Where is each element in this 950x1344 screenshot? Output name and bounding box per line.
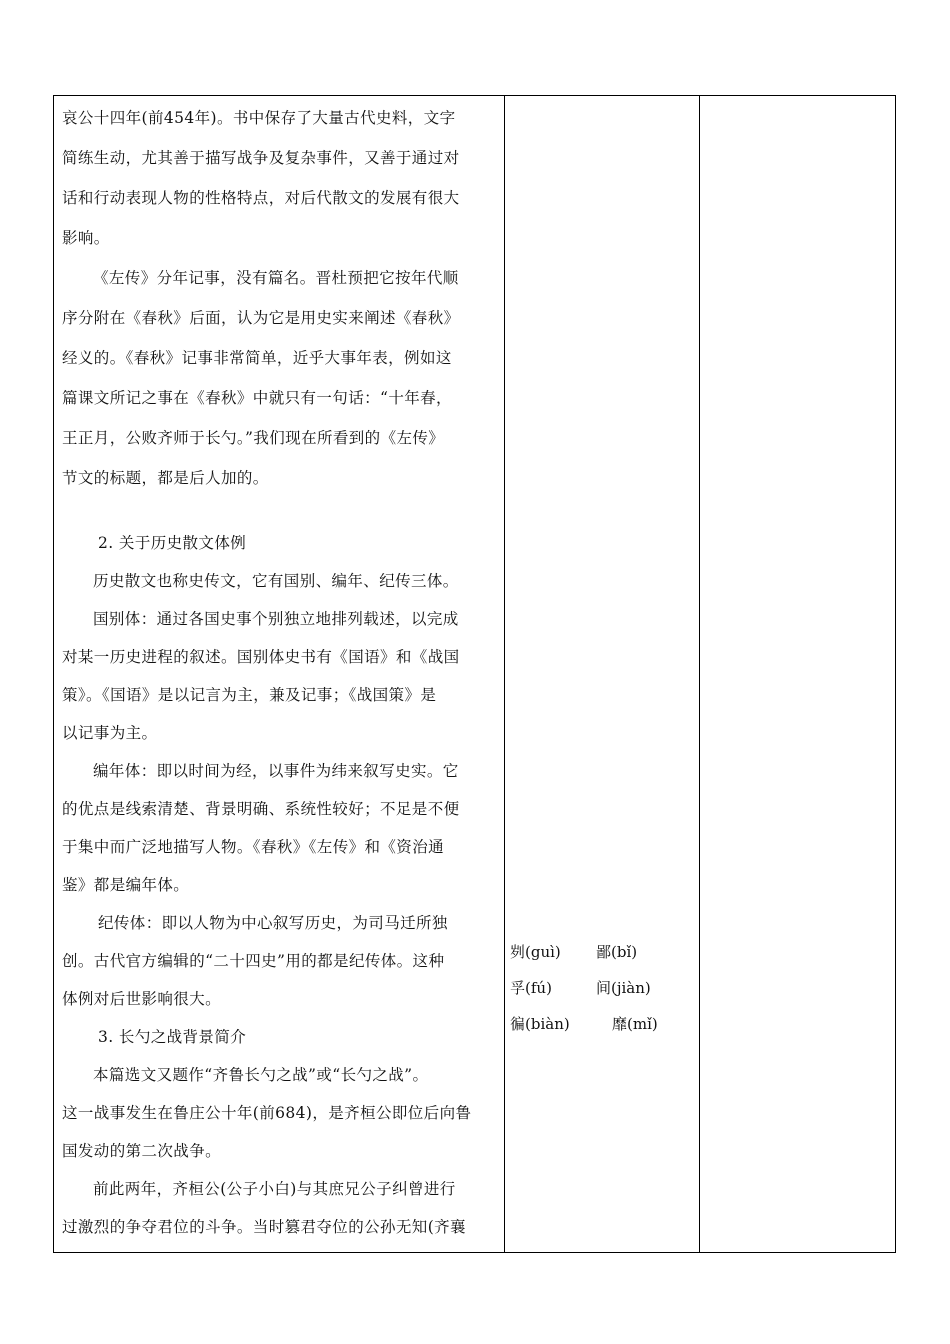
text-line: 节文的标题，都是后人加的。	[62, 469, 269, 487]
section-heading: 2. 关于历史散文体例	[98, 534, 247, 552]
text-line: 纪传体：即以人物为中心叙写历史，为司马迁所独	[98, 914, 448, 932]
text-line: 国发动的第二次战争。	[62, 1142, 222, 1160]
text-line: 编年体：即以时间为经，以事件为纬来叙写史实。它	[93, 762, 459, 780]
pinyin-entry: 鄙(bǐ)	[596, 943, 638, 961]
notes-table	[53, 95, 896, 1253]
pinyin-entry: 间(jiàn)	[596, 979, 651, 997]
text-line: 策》。《国语》是以记言为主，兼及记事；《战国策》是	[62, 686, 437, 704]
text-line: 的优点是线索清楚、背景明确、系统性较好；不足是不便	[62, 800, 460, 818]
text-line: 篇课文所记之事在《春秋》中就只有一句话：“十年春，	[62, 389, 452, 407]
text-line: 《左传》分年记事，没有篇名。晋杜预把它按年代顺	[93, 269, 459, 287]
main-text-column	[62, 98, 502, 1246]
text-line: 过激烈的争夺君位的斗争。当时篡君夺位的公孙无知(齐襄	[62, 1218, 466, 1236]
column-divider-2	[699, 96, 700, 1252]
pinyin-row	[510, 1006, 700, 1042]
text-line: 这一战事发生在鲁庄公十年(前684)，是齐桓公即位后向鲁	[62, 1104, 472, 1122]
text-line: 以记事为主。	[62, 724, 158, 742]
pinyin-entry: 靡(mǐ)	[612, 1015, 658, 1033]
pinyin-notes-column	[510, 934, 700, 1042]
text-line: 创。古代官方编辑的“二十四史”用的都是纪传体。这种	[62, 952, 445, 970]
text-line: 王正月，公败齐师于长勺。”我们现在所看到的《左传》	[62, 429, 445, 447]
text-line: 鉴》都是编年体。	[62, 876, 190, 894]
text-line: 哀公十四年(前454年)。书中保存了大量古代史料，文字	[62, 109, 456, 127]
pinyin-row	[510, 970, 700, 1006]
text-line: 前此两年，齐桓公(公子小白)与其庶兄公子纠曾进行	[93, 1180, 456, 1198]
section-heading: 3. 长勺之战背景简介	[98, 1028, 247, 1046]
text-line: 本篇选文又题作“齐鲁长勺之战”或“长勺之战”。	[93, 1066, 429, 1084]
text-line: 影响。	[62, 229, 110, 247]
text-line: 简练生动，尤其善于描写战争及复杂事件，又善于通过对	[62, 149, 460, 167]
text-line: 对某一历史进程的叙述。国别体史书有《国语》和《战国	[62, 648, 460, 666]
pinyin-entry: 孚(fú)	[510, 979, 552, 997]
text-line: 于集中而广泛地描写人物。《春秋》《左传》和《资治通	[62, 838, 445, 856]
text-line: 体例对后世影响很大。	[62, 990, 222, 1008]
text-line: 序分附在《春秋》后面，认为它是用史实来阐述《春秋》	[62, 309, 460, 327]
text-line: 历史散文也称史传文，它有国别、编年、纪传三体。	[93, 572, 459, 590]
text-line: 话和行动表现人物的性格特点，对后代散文的发展有很大	[62, 189, 460, 207]
text-line: 国别体：通过各国史事个别独立地排列载述，以完成	[93, 610, 459, 628]
pinyin-entry: 徧(biàn)	[510, 1015, 570, 1033]
pinyin-row	[510, 934, 700, 970]
column-divider-1	[504, 96, 505, 1252]
pinyin-entry: 刿(guì)	[510, 943, 561, 961]
text-line: 经义的。《春秋》记事非常简单，近乎大事年表，例如这	[62, 349, 452, 367]
